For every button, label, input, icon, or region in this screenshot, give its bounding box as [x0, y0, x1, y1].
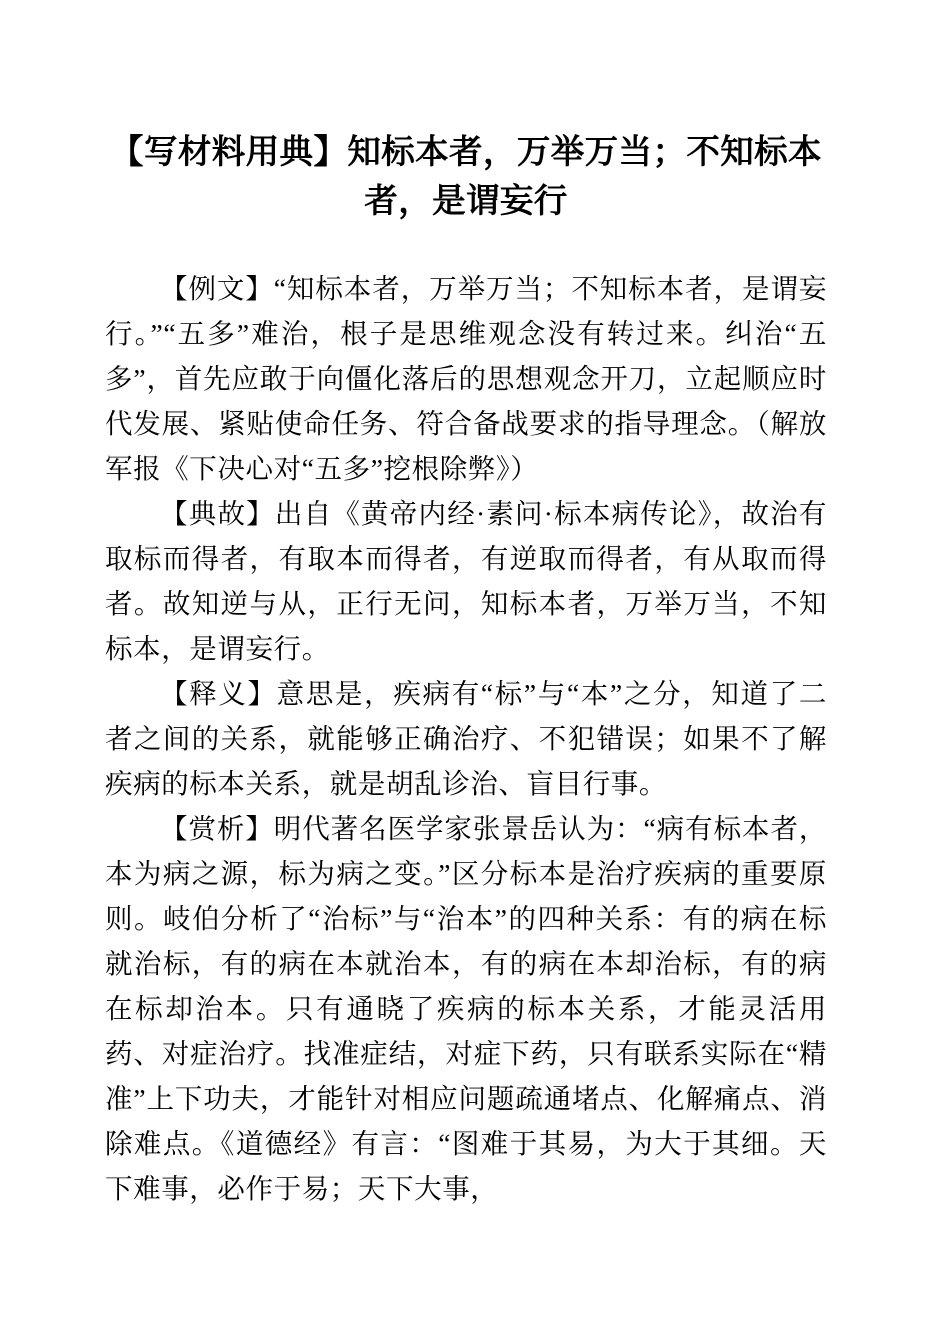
- paragraph-liwen: 【例文】“知标本者，万举万当；不知标本者，是谓妄行。”“五多”难治，根子是思维观念没有转过来。纠治“五多”，首先应敢于向僵化落后的思想观念开刀，立起顺应时代发展、紧贴使命任务、符合备战要求的指导理念。（解放军报《下决心对“五多”挖根除弊》）: [105, 273, 827, 484]
- document-content-column: [105, 0, 827, 1211]
- paragraph-shangxi: 【赏析】明代著名医学家张景岳认为：“病有标本者，本为病之源，标为病之变。”区分标本是治疗疾病的重要原则。岐伯分析了“治标”与“治本”的四种关系：有的病在标就治标，有的病在本就治本，有的病在本却治标，有的病在标却治本。只有通晓了疾病的标本关系，才能灵活用药、对症治疗。找准症结，对症下药，只有联系实际在“精准”上下功夫，才能针对相应问题疏通堵点、化解痛点、消除难点。《道德经》有言：“图难于其易，为大于其细。天下难事，必作于易；天下大事，: [105, 813, 827, 1204]
- page-title: 【写材料用典】知标本者，万举万当；不知标本者，是谓妄行: [110, 134, 822, 220]
- paragraph-shiyi: 【释义】意思是，疾病有“标”与“本”之分，知道了二者之间的关系，就能够正确治疗、不犯错误；如果不了解疾病的标本关系，就是胡乱诊治、盲目行事。: [105, 678, 827, 799]
- document-body: [105, 226, 827, 1211]
- paragraph-diangu: 【典故】出自《黄帝内经·素问·标本病传论》，故治有取标而得者，有取本而得者，有逆取而得者，有从取而得者。故知逆与从，正行无问，知标本者，万举万当，不知标本，是谓妄行。: [105, 498, 827, 664]
